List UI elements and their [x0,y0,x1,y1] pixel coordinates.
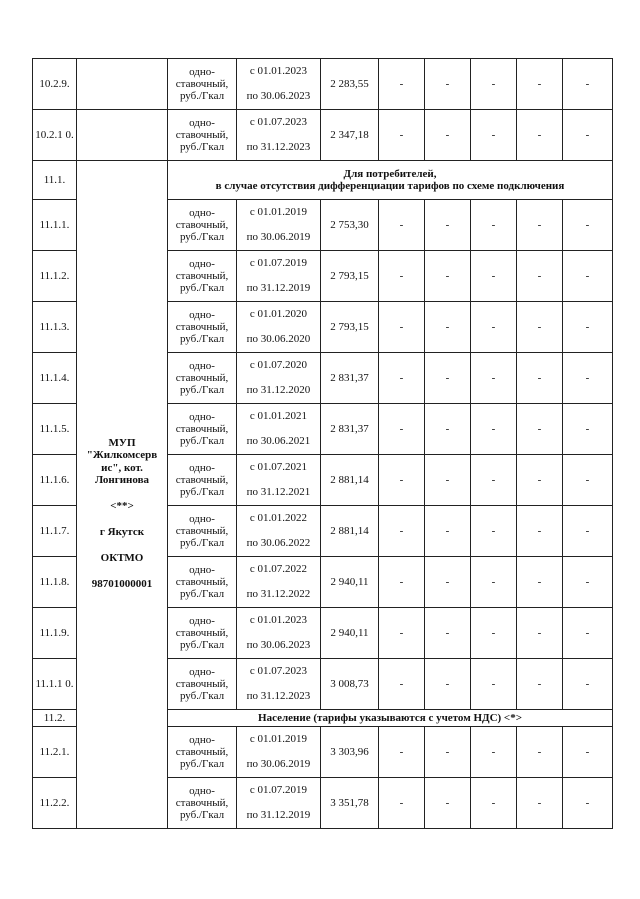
empty-value-dash: - [425,353,471,404]
period-cell [237,110,321,161]
period-cell [237,404,321,455]
period-cell [237,455,321,506]
empty-value-dash: - [379,659,425,710]
unit-line: ставочный, [175,575,229,588]
period-cell [237,659,321,710]
empty-value-dash: - [379,455,425,506]
tariff-value: 3 351,78 [321,778,379,829]
tariff-unit [168,778,237,829]
unit-line: руб./Гкал [179,809,225,822]
empty-value-dash: - [471,302,517,353]
tariff-value: 3 008,73 [321,659,379,710]
empty-value-dash: - [379,302,425,353]
unit-line: одно- [189,461,215,474]
row-number: 11.1.1. [33,200,77,251]
tariff-table [32,58,613,829]
empty-value-dash: - [563,110,613,161]
empty-value-dash: - [563,251,613,302]
unit-line: ставочный, [175,473,229,486]
org-name-line: Лонгинова [94,473,150,486]
period-to: по 30.06.2019 [246,758,311,770]
empty-value-dash: - [425,200,471,251]
empty-value-dash: - [425,659,471,710]
tariff-unit [168,727,237,778]
empty-value-dash: - [471,251,517,302]
unit-line: ставочный, [175,218,229,231]
section-number: 11.1. [33,161,77,200]
empty-value-dash: - [471,200,517,251]
empty-value-dash: - [563,200,613,251]
table-row [33,110,613,161]
empty-value-dash: - [563,778,613,829]
period-from: с 01.01.2019 [249,206,308,218]
period-from: с 01.07.2019 [249,784,308,796]
unit-line: одно- [189,784,215,797]
blank-cell [77,59,168,110]
period-from: с 01.07.2019 [249,257,308,269]
tariff-unit [168,200,237,251]
period-to: по 30.06.2023 [246,90,311,102]
row-number: 10.2.9. [33,59,77,110]
unit-line: ставочный, [175,796,229,809]
empty-value-dash: - [563,557,613,608]
unit-line: руб./Гкал [179,486,225,499]
section-header-row [33,161,613,200]
unit-line: одно- [189,308,215,321]
tariff-unit [168,110,237,161]
row-number: 11.1.4. [33,353,77,404]
period-cell [237,506,321,557]
org-name-line: "Жилкомсерв [86,449,158,462]
org-city: г Якутск [99,525,145,538]
tariff-value: 2 831,37 [321,404,379,455]
tariff-unit [168,59,237,110]
row-number: 11.1.3. [33,302,77,353]
unit-line: одно- [189,665,215,678]
period-to: по 30.06.2022 [246,537,311,549]
unit-line: руб./Гкал [179,141,225,154]
empty-value-dash: - [379,353,425,404]
period-to: по 31.12.2019 [246,282,311,294]
tariff-value: 2 881,14 [321,455,379,506]
oktmo-label: ОКТМО [100,551,144,564]
empty-value-dash: - [517,353,563,404]
empty-value-dash: - [471,353,517,404]
empty-value-dash: - [425,302,471,353]
period-to: по 30.06.2019 [246,231,311,243]
org-mark: <**> [110,499,134,512]
period-to: по 31.12.2019 [246,809,311,821]
empty-value-dash: - [379,608,425,659]
empty-value-dash: - [425,727,471,778]
empty-value-dash: - [425,404,471,455]
period-to: по 31.12.2020 [246,384,311,396]
empty-value-dash: - [471,455,517,506]
unit-line: одно- [189,563,215,576]
tariff-unit [168,608,237,659]
unit-line: руб./Гкал [179,588,225,601]
period-from: с 01.01.2022 [249,512,308,524]
period-from: с 01.07.2021 [249,461,308,473]
empty-value-dash: - [563,302,613,353]
empty-value-dash: - [563,659,613,710]
unit-line: руб./Гкал [179,537,225,550]
row-number: 11.2.1. [33,727,77,778]
period-from: с 01.01.2023 [249,614,308,626]
unit-line: руб./Гкал [179,758,225,771]
period-cell [237,353,321,404]
empty-value-dash: - [425,506,471,557]
tariff-value: 2 940,11 [321,557,379,608]
blank-cell [77,161,168,200]
org-name-line: ис", кот. [101,461,143,474]
empty-value-dash: - [379,506,425,557]
unit-line: одно- [189,614,215,627]
table-row [33,59,613,110]
unit-line: руб./Гкал [179,231,225,244]
unit-line: одно- [189,359,215,372]
period-cell [237,778,321,829]
oktmo-code: 98701000001 [91,578,153,591]
unit-line: ставочный, [175,320,229,333]
unit-line: одно- [189,206,215,219]
row-number: 10.2.1 0. [33,110,77,161]
row-number: 11.1.6. [33,455,77,506]
empty-value-dash: - [379,200,425,251]
empty-value-dash: - [563,608,613,659]
period-from: с 01.07.2022 [249,563,308,575]
empty-value-dash: - [471,506,517,557]
unit-line: руб./Гкал [179,282,225,295]
unit-line: руб./Гкал [179,90,225,103]
unit-line: руб./Гкал [179,333,225,346]
period-from: с 01.07.2023 [249,665,308,677]
unit-line: руб./Гкал [179,435,225,448]
tariff-unit [168,557,237,608]
period-from: с 01.01.2023 [249,65,308,77]
empty-value-dash: - [471,778,517,829]
empty-value-dash: - [517,727,563,778]
unit-line: ставочный, [175,524,229,537]
empty-value-dash: - [379,557,425,608]
row-number: 11.1.7. [33,506,77,557]
empty-value-dash: - [379,59,425,110]
empty-value-dash: - [563,506,613,557]
tariff-unit [168,251,237,302]
organization-cell [77,200,168,829]
empty-value-dash: - [425,608,471,659]
period-to: по 30.06.2021 [246,435,311,447]
period-from: с 01.01.2019 [249,733,308,745]
blank-cell [77,110,168,161]
unit-line: одно- [189,65,215,78]
tariff-value: 2 753,30 [321,200,379,251]
unit-line: ставочный, [175,128,229,141]
table-body [33,59,613,829]
empty-value-dash: - [517,200,563,251]
empty-value-dash: - [425,557,471,608]
empty-value-dash: - [563,353,613,404]
empty-value-dash: - [379,110,425,161]
unit-line: одно- [189,116,215,129]
section-title-line: Население (тарифы указываются с учетом НДС) <*> [258,711,522,724]
empty-value-dash: - [517,778,563,829]
empty-value-dash: - [517,251,563,302]
unit-line: ставочный, [175,745,229,758]
table-row [33,200,613,251]
empty-value-dash: - [379,251,425,302]
tariff-unit [168,404,237,455]
period-to: по 30.06.2023 [246,639,311,651]
section-title [168,710,613,727]
empty-value-dash: - [471,110,517,161]
empty-value-dash: - [471,608,517,659]
empty-value-dash: - [379,727,425,778]
tariff-value: 2 831,37 [321,353,379,404]
unit-line: ставочный, [175,677,229,690]
empty-value-dash: - [517,404,563,455]
unit-line: ставочный, [175,77,229,90]
period-cell [237,302,321,353]
empty-value-dash: - [517,110,563,161]
unit-line: одно- [189,257,215,270]
row-number: 11.2.2. [33,778,77,829]
empty-value-dash: - [517,302,563,353]
section-number: 11.2. [33,710,77,727]
empty-value-dash: - [563,404,613,455]
period-cell [237,608,321,659]
empty-value-dash: - [471,727,517,778]
period-to: по 31.12.2021 [246,486,311,498]
empty-value-dash: - [425,251,471,302]
period-from: с 01.01.2021 [249,410,308,422]
period-to: по 31.12.2023 [246,690,311,702]
empty-value-dash: - [471,404,517,455]
period-cell [237,557,321,608]
row-number: 11.1.8. [33,557,77,608]
period-cell [237,251,321,302]
unit-line: руб./Гкал [179,639,225,652]
unit-line: ставочный, [175,269,229,282]
empty-value-dash: - [425,110,471,161]
empty-value-dash: - [563,455,613,506]
unit-line: руб./Гкал [179,690,225,703]
period-to: по 30.06.2020 [246,333,311,345]
tariff-unit [168,659,237,710]
org-name-line: МУП [108,437,136,450]
tariff-value: 2 793,15 [321,251,379,302]
unit-line: ставочный, [175,371,229,384]
tariff-value: 2 347,18 [321,110,379,161]
row-number: 11.1.5. [33,404,77,455]
tariff-value: 2 881,14 [321,506,379,557]
empty-value-dash: - [425,455,471,506]
empty-value-dash: - [471,557,517,608]
empty-value-dash: - [517,608,563,659]
period-cell [237,727,321,778]
empty-value-dash: - [517,557,563,608]
period-from: с 01.01.2020 [249,308,308,320]
section-title [168,161,613,200]
empty-value-dash: - [379,404,425,455]
unit-line: одно- [189,512,215,525]
tariff-value: 3 303,96 [321,727,379,778]
tariff-unit [168,302,237,353]
row-number: 11.1.9. [33,608,77,659]
empty-value-dash: - [517,455,563,506]
unit-line: одно- [189,733,215,746]
empty-value-dash: - [563,727,613,778]
unit-line: руб./Гкал [179,384,225,397]
period-cell [237,59,321,110]
empty-value-dash: - [471,59,517,110]
empty-value-dash: - [425,59,471,110]
row-number: 11.1.1 0. [33,659,77,710]
empty-value-dash: - [517,506,563,557]
unit-line: одно- [189,410,215,423]
unit-line: ставочный, [175,422,229,435]
tariff-value: 2 283,55 [321,59,379,110]
tariff-value: 2 793,15 [321,302,379,353]
empty-value-dash: - [517,659,563,710]
empty-value-dash: - [471,659,517,710]
period-cell [237,200,321,251]
empty-value-dash: - [379,778,425,829]
section-title-line: в случае отсутствия дифференциации тарифов по схеме подключения [215,180,565,192]
tariff-unit [168,506,237,557]
period-from: с 01.07.2020 [249,359,308,371]
tariff-unit [168,455,237,506]
row-number: 11.1.2. [33,251,77,302]
period-to: по 31.12.2022 [246,588,311,600]
section-title-line: Для потребителей, [343,167,437,180]
period-from: с 01.07.2023 [249,116,308,128]
tariff-unit [168,353,237,404]
empty-value-dash: - [517,59,563,110]
empty-value-dash: - [425,778,471,829]
empty-value-dash: - [563,59,613,110]
tariff-value: 2 940,11 [321,608,379,659]
period-to: по 31.12.2023 [246,141,311,153]
unit-line: ставочный, [175,626,229,639]
